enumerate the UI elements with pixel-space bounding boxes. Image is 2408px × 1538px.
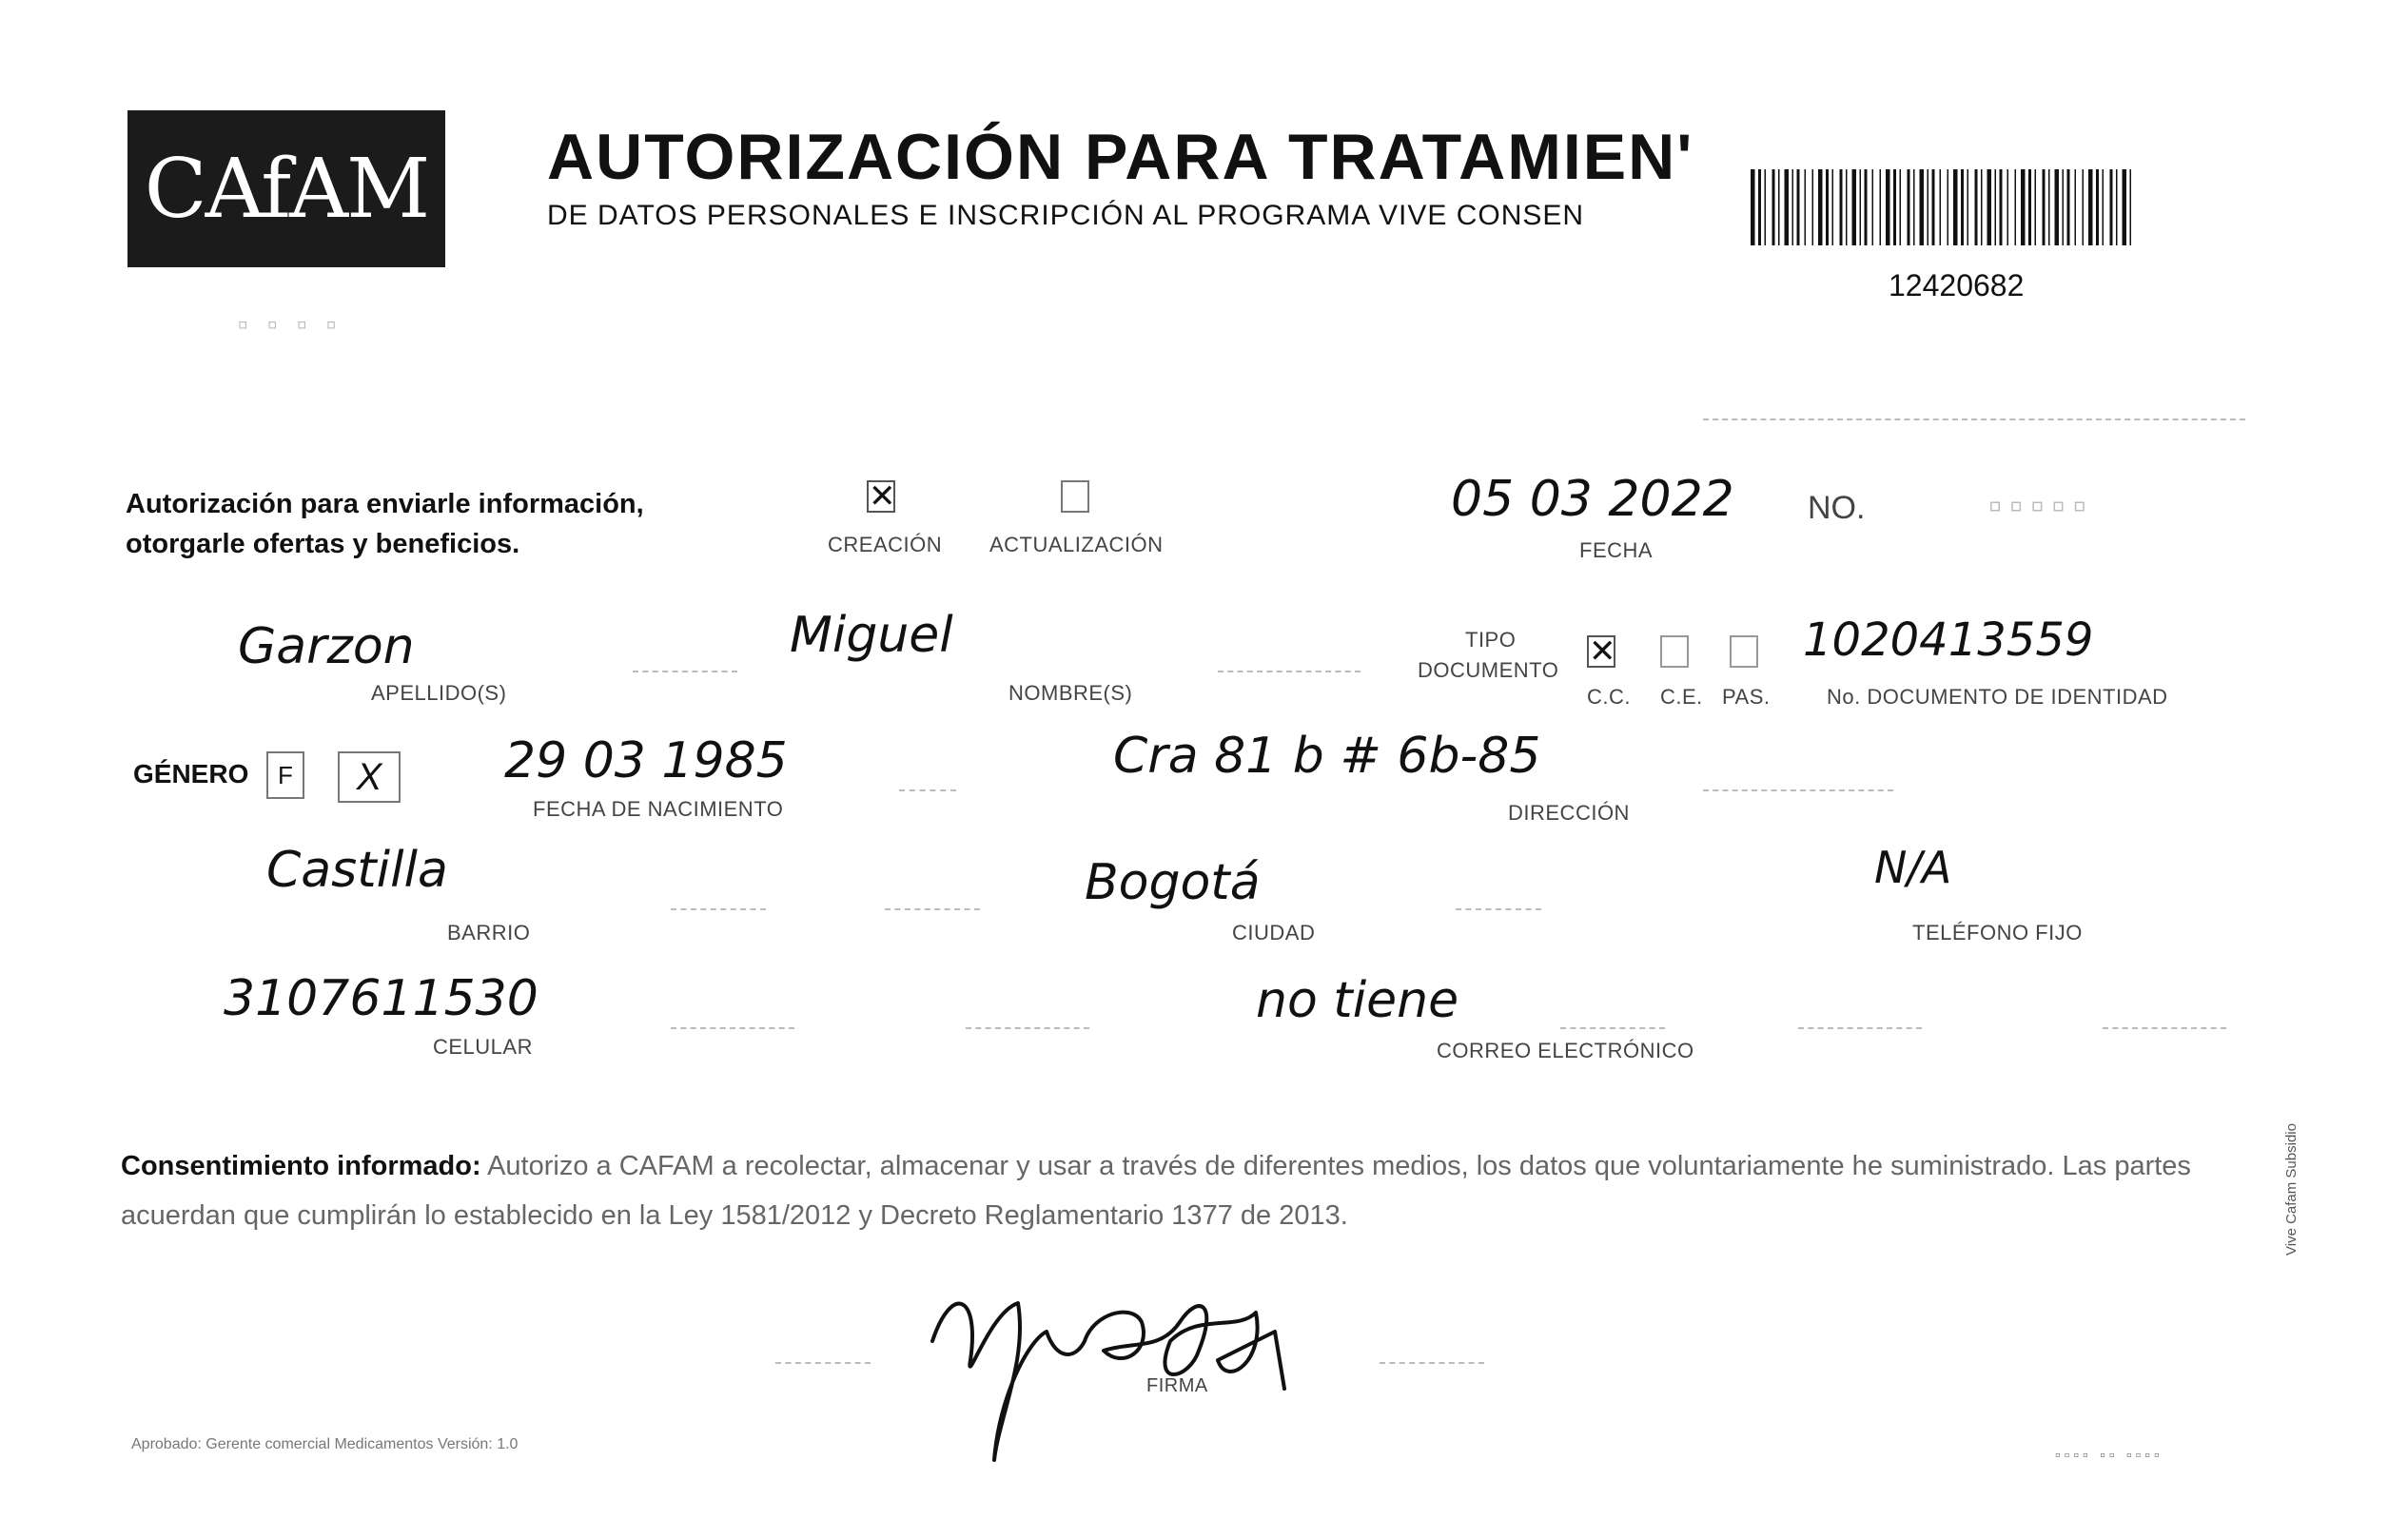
telefono-label: TELÉFONO FIJO: [1912, 921, 2083, 944]
barcode-bar: [2055, 169, 2060, 245]
apellido-value[interactable]: Garzon: [238, 618, 415, 675]
barcode-bar: [1860, 169, 1862, 245]
barcode-bar: [2021, 169, 2026, 245]
direccion-value[interactable]: Cra 81 b # 6b-85: [1113, 728, 1541, 785]
barcode-bar: [1865, 169, 1868, 245]
barcode-bar: [1812, 169, 1814, 245]
divider: [1456, 908, 1541, 910]
barcode-bar: [1765, 169, 1767, 245]
ciudad-value[interactable]: Bogotá: [1085, 854, 1261, 911]
barcode-bar: [1797, 169, 1800, 245]
divider: [899, 789, 956, 791]
barcode-bar: [2075, 169, 2077, 245]
form-subtitle: DE DATOS PERSONALES E INSCRIPCIÓN AL PROGRAMA VIVE CONSEN: [547, 200, 1585, 231]
nombre-value[interactable]: Miguel: [790, 607, 953, 664]
documento-value[interactable]: 1020413559: [1803, 613, 2094, 667]
doc-cc-checkbox[interactable]: ✕: [1589, 633, 1616, 671]
documento-label: No. DOCUMENTO DE IDENTIDAD: [1827, 685, 2168, 709]
barcode-bar: [2083, 169, 2085, 245]
genero-f-box[interactable]: F: [266, 751, 304, 799]
barcode-bar: [2015, 169, 2017, 245]
tipo-documento-label: TIPO: [1465, 628, 1517, 652]
barcode: [1751, 169, 2136, 245]
barcode-bar: [2007, 169, 2009, 245]
barcode-bar: [1818, 169, 1823, 245]
barcode-bar: [1758, 169, 1761, 245]
barcode-bar: [2110, 169, 2113, 245]
divider: [2103, 1027, 2226, 1029]
nacimiento-label: FECHA DE NACIMIENTO: [533, 797, 784, 821]
divider: [1703, 419, 2245, 420]
barcode-bar: [1953, 169, 1958, 245]
barcode-bar: [1940, 169, 1942, 245]
celular-label: CELULAR: [433, 1035, 533, 1059]
divider: [885, 908, 980, 910]
form-number: ▫▫▫▫▫: [1988, 485, 2094, 527]
barcode-bar: [2063, 169, 2065, 245]
barcode-bar: [1948, 169, 1949, 245]
divider: [1560, 1027, 1665, 1029]
signature-label: FIRMA: [1146, 1375, 1208, 1396]
barcode-bar: [2096, 169, 2099, 245]
barcode-bar: [1792, 169, 1794, 245]
barcode-bar: [1900, 169, 1902, 245]
doc-ce-label: C.E.: [1660, 685, 1703, 709]
barcode-bar: [2130, 169, 2132, 245]
divider: [966, 1027, 1089, 1029]
genero-m-box[interactable]: X: [338, 751, 401, 803]
barcode-bar: [1920, 169, 1925, 245]
authorization-text-line1: Autorización para enviarle información,: [126, 489, 644, 519]
divider: [671, 908, 766, 910]
barcode-bar: [1880, 169, 1882, 245]
barcode-bar: [1975, 169, 1978, 245]
divider: [671, 1027, 794, 1029]
apellido-label: APELLIDO(S): [371, 681, 507, 705]
faint-stamp: ▫ ▫ ▫ ▫: [238, 309, 343, 341]
barcode-bar: [1932, 169, 1935, 245]
barcode-bar: [2123, 169, 2127, 245]
divider: [775, 1362, 871, 1364]
barcode-bar: [1840, 169, 1843, 245]
divider: [633, 671, 737, 672]
footer-code: ▫▫▫▫ ▫▫ ▫▫▫▫: [2055, 1448, 2163, 1464]
barrio-label: BARRIO: [447, 921, 531, 944]
barcode-bar: [1886, 169, 1890, 245]
direccion-label: DIRECCIÓN: [1508, 801, 1630, 825]
approval-footer: Aprobado: Gerente comercial Medicamentos Versión: 1.0: [131, 1436, 519, 1452]
divider: [1218, 671, 1361, 672]
actualizacion-checkbox[interactable]: [1061, 480, 1089, 513]
doc-pas-checkbox[interactable]: [1730, 635, 1758, 668]
correo-value[interactable]: no tiene: [1256, 972, 1459, 1029]
form-title: AUTORIZACIÓN PARA TRATAMIEN': [547, 121, 1694, 193]
barcode-bar: [1772, 169, 1775, 245]
creacion-label: CREACIÓN: [828, 533, 943, 556]
fecha-value[interactable]: 05 03 2022: [1451, 471, 1734, 528]
barcode-bar: [1981, 169, 1983, 245]
consent-paragraph: [121, 1141, 2271, 1240]
barcode-bar: [1751, 169, 1755, 245]
barcode-bar: [1852, 169, 1857, 245]
telefono-value[interactable]: N/A: [1874, 842, 1952, 893]
barcode-bar: [1778, 169, 1780, 245]
vertical-side-text: Vive Cafam Subsidio: [2283, 1123, 2300, 1256]
barcode-bar: [1908, 169, 1910, 245]
barcode-bar: [2116, 169, 2118, 245]
fecha-label: FECHA: [1579, 538, 1654, 562]
barcode-bar: [1805, 169, 1807, 245]
genero-label: GÉNERO: [133, 759, 249, 788]
barcode-bar: [1826, 169, 1829, 245]
barcode-bar: [2000, 169, 2003, 245]
barcode-bar: [2043, 169, 2046, 245]
barcode-bar: [1832, 169, 1834, 245]
barcode-bar: [1987, 169, 1992, 245]
divider: [1703, 789, 1893, 791]
authorization-text-line2: otorgarle ofertas y beneficios.: [126, 529, 520, 559]
nombre-label: NOMBRE(S): [1008, 681, 1133, 705]
barcode-bar: [2103, 169, 2105, 245]
barcode-bar: [1961, 169, 1964, 245]
barcode-bar: [1913, 169, 1915, 245]
barcode-bar: [1893, 169, 1896, 245]
barcode-bar: [1872, 169, 1874, 245]
doc-pas-label: PAS.: [1722, 685, 1771, 709]
celular-value[interactable]: 3107611530: [224, 970, 538, 1027]
barcode-bar: [2028, 169, 2031, 245]
actualizacion-label: ACTUALIZACIÓN: [989, 533, 1164, 556]
barcode-bar: [2067, 169, 2070, 245]
divider: [1380, 1362, 1484, 1364]
cafam-logo: CAfAM: [127, 110, 445, 267]
barcode-bar: [2035, 169, 2037, 245]
barcode-bar: [1785, 169, 1790, 245]
barcode-number: 12420682: [1889, 268, 2025, 302]
correo-label: CORREO ELECTRÓNICO: [1437, 1039, 1694, 1062]
barcode-bar: [1968, 169, 1969, 245]
barrio-value[interactable]: Castilla: [266, 842, 448, 899]
doc-ce-checkbox[interactable]: [1660, 635, 1689, 668]
barcode-bar: [1928, 169, 1929, 245]
divider: [1798, 1027, 1922, 1029]
creacion-checkbox[interactable]: ✕: [869, 477, 896, 516]
nacimiento-value[interactable]: 29 03 1985: [504, 732, 788, 789]
barcode-bar: [1846, 169, 1848, 245]
barcode-bar: [2088, 169, 2093, 245]
consent-text: Autorizo a CAFAM a recolectar, almacenar y usar a través de diferentes medios, los datos que voluntariamente he suministrado. Las partes acuerdan que cumplirán lo establecido en la Ley 1581/2012 y Decreto Reglamentario 1377 de 2013.: [121, 1151, 2191, 1231]
barcode-bar: [2048, 169, 2050, 245]
consent-heading: Consentimiento informado:: [121, 1151, 481, 1181]
ciudad-label: CIUDAD: [1232, 921, 1316, 944]
no-label: NO.: [1808, 490, 1866, 526]
barcode-bar: [1995, 169, 1997, 245]
signature-image: [913, 1227, 1332, 1484]
doc-cc-label: C.C.: [1587, 685, 1631, 709]
tipo-documento-label: DOCUMENTO: [1418, 658, 1559, 682]
